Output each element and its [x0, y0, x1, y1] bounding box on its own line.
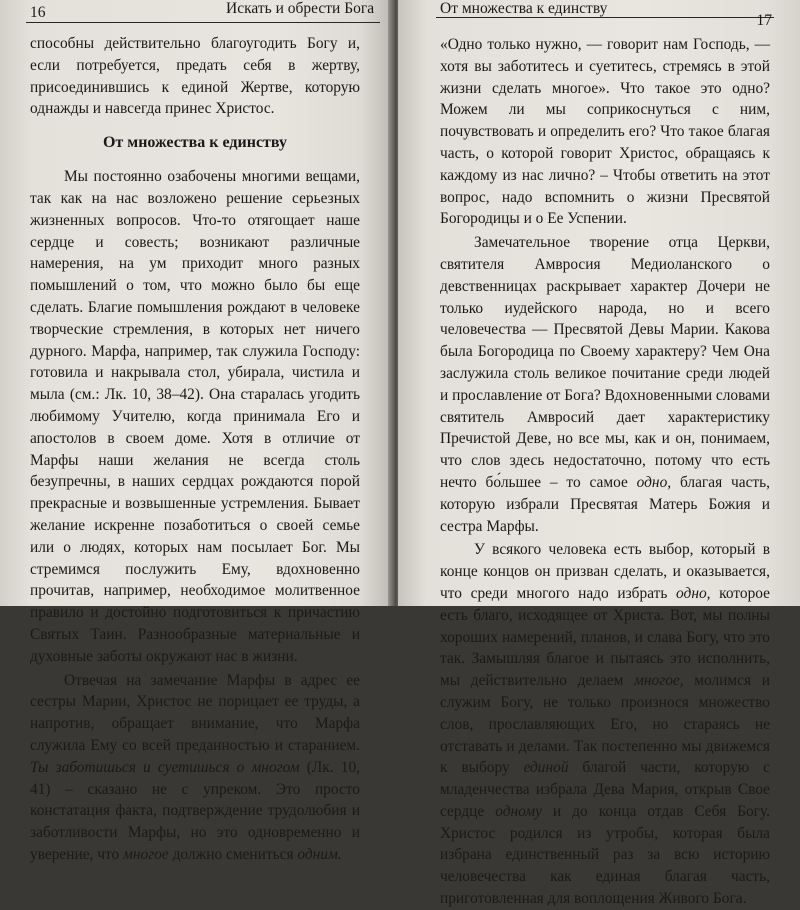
text-run: которое есть благо, исходящее от Христа. Вот, мы полны хороших намерений, планов, и слава Богу, что это так. Замышляя благое и пытаясь это исполнить, мы действительно делаем [440, 584, 770, 690]
italic-word: одному [495, 802, 542, 820]
text-run: Замечательное творение отца Церкви, святителя Амвросия Медиоланского о девственницах раскрывает характер Дочери не только иудейского народа, но и всего человечества — Пресвятой Девы Марии. Какова была Богородица по Своему характеру? Чем Она заслужила столь великое почитание среди людей и прославление от Бога? Вдохновенными словами святитель Амвросий дает характеристику Пречистой Деве, но все мы, как и он, понимаем, что слов здесь недостаточно, потому что есть нечто бо́льшее – то самое [440, 234, 770, 491]
text-run: и до конца отдав Себя Богу. Христос родился из утробы, которая была избрана единственный раз за всю историю человечества как единая благая часть, приготовленная для воплощения Живого Бога. [440, 802, 770, 908]
running-head-left: Искать и обрести Бога [226, 0, 375, 17]
italic-quote: Ты заботишься и суетишься о многом [30, 758, 300, 776]
italic-word: одно, [676, 584, 711, 602]
italic-word: многое, [634, 672, 684, 690]
section-heading: От множества к единству [102, 134, 287, 152]
text-run: благая часть, которую избрали Пресвятая Матерь Божия и сестра Марфы. [440, 473, 771, 535]
italic-word: одним. [297, 845, 342, 863]
right-page [398, 0, 800, 908]
text-run: должно смениться [168, 845, 298, 863]
italic-word: одно, [636, 473, 672, 491]
left-paragraph-1: способны действительно благоугодить Богу и, если потребуется, предать себя в жертву, присоединившись к единой Жертве, которую однажды и навсегда принес Христос. [30, 35, 360, 118]
header-rule-right [436, 17, 774, 18]
text-run: молимся и служим Богу, не только произнося множество слов, прославляющих Его, но стараясь не отставать и делами. Так постепенно мы движемся к выбору [440, 672, 770, 777]
left-page-body [30, 33, 360, 866]
page-number-left: 16 [30, 4, 46, 21]
page-number-right: 17 [756, 12, 772, 29]
right-paragraph-1: «Одно только нужно, — говорит нам Господь, — хотя вы заботитесь и суетитесь, стремясь в этой жизни сделать многое». Что такое это одно? Можем ли мы соприкоснуться с ним, почувствовать и определить его? Что такое благая часть, о которой говорит Христос, обращаясь к каждому из нас лично? – Чтобы ответить на этот вопрос, надо вспомнить о жизни Пресвятой Богородицы и о Ее Успении. [440, 36, 770, 228]
text-run: Отвечая на замечание Марфы в адрес ее сестры Марии, Христос не порицает ее труды, а напротив, обращает внимание, что Марфа служила Ему со всей преданностью и старанием. [30, 671, 360, 754]
right-paragraph-2 [440, 232, 770, 537]
running-head-right: От множества к единству [440, 0, 608, 17]
header-rule-left [26, 22, 380, 23]
right-page-body [440, 34, 770, 910]
text-run: (Лк. 10, 41) – сказано не с упреком. Это просто констатация факта, подтверждение трудолюбия и заботливости Марфы, но это одновременно и уверение, что [30, 758, 360, 863]
left-running-header [0, 0, 392, 30]
left-page [0, 0, 392, 863]
text-run: У всякого человека есть выбор, который в конце концов он призван сделать, и оказывается, что среди многого надо избрать [440, 541, 770, 602]
left-paragraph-3 [30, 670, 360, 866]
right-running-header [398, 0, 800, 30]
italic-word: единой [523, 759, 569, 777]
italic-word: многое [123, 845, 169, 863]
right-paragraph-3 [440, 539, 770, 910]
text-run: благой части, которую с младенчества избрала Дева Мария, открыв Свое сердце [440, 759, 770, 820]
left-paragraph-2: Мы постоянно озабочены многими вещами, так как на нас возложено решение серьезных жизненных вопросов. Что-то отягощает наше сердце и совесть; возникают различные намерения, на ум приходит много разных помышлений о том, что можно было бы еще сделать. Благие помышления рождают в человеке творческие стремления, в которых нет ничего дурного. Марфа, например, так служила Господу: готовила и накрывала стол, убирала, чистила и мыла (см.: Лк. 10, 38–42). Она старалась угодить любимому Учителю, когда принимала Его и апостолов в своем доме. Хотя в отличие от Марфы наши желания не всегда столь безупречны, в наших сердцах рождаются порой прекрасные и возвышенные устремления. Бывает желание искренне позаботиться о своей семье или о людях, которых нам посылает Бог. Мы стремимся послужить Ему, вдохновенно прочитав, например, необходимое молитвенное правило и достойно подготовиться к причастию Святых Таин. Разнообразные материальные и духовные заботы окружают нас в жизни. [30, 168, 360, 665]
